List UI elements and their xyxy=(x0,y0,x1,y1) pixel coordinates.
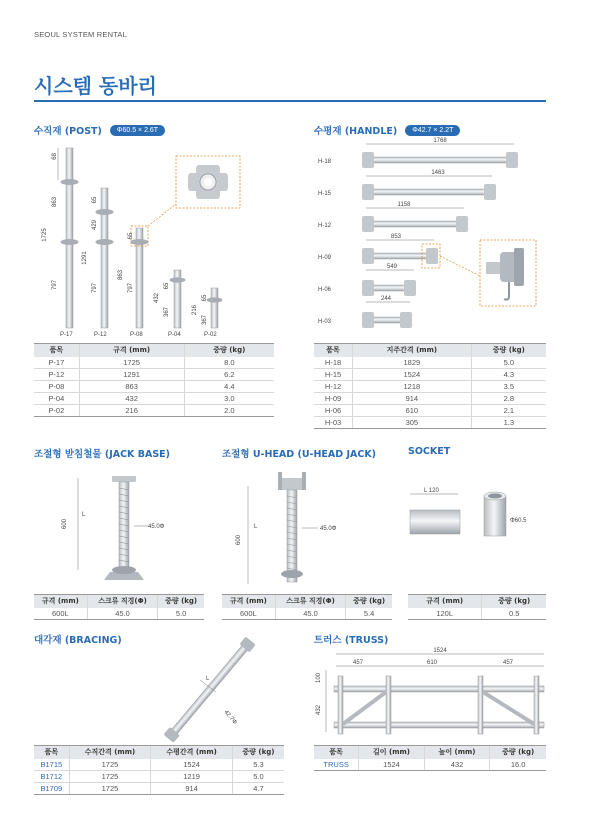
dim-p17-total: 1725 xyxy=(42,228,48,242)
post-illustration xyxy=(30,140,260,340)
cell: H-09 xyxy=(314,393,353,405)
cell: P-04 xyxy=(34,393,79,405)
handle-dim-h12: 1158 xyxy=(397,202,411,208)
dim-p17-top: 68 xyxy=(52,153,58,160)
jackbase-header-screw: 스크류 직경(Φ) xyxy=(87,595,158,608)
uhead-dim-l: L xyxy=(254,524,258,530)
truss-header-length: 길이 (mm) xyxy=(359,746,425,759)
post-p02 xyxy=(192,288,223,328)
cell: 0.5 xyxy=(482,608,546,620)
cell: 3.0 xyxy=(184,393,274,405)
table-row xyxy=(34,608,204,620)
dim-p17-mid: 863 xyxy=(52,196,58,208)
cell: 2.8 xyxy=(471,393,546,405)
cell: H-03 xyxy=(314,417,353,429)
cell: H-15 xyxy=(314,369,353,381)
bracing-title: 대각재 (BRACING) xyxy=(34,635,122,646)
dim-p08-bot: 797 xyxy=(128,282,134,294)
truss-dim-h2: 432 xyxy=(316,704,322,716)
bracing-header-horizontal: 수평간격 (mm) xyxy=(151,746,233,759)
table-row xyxy=(314,417,546,429)
dim-p02-bot: 367 xyxy=(202,314,208,326)
cell: 8.0 xyxy=(184,357,274,369)
handle-clamp-detail xyxy=(440,240,536,306)
post-title: 수직재 (POST) xyxy=(34,126,102,137)
truss-spec-table xyxy=(314,745,546,771)
cell: 1725 xyxy=(79,357,184,369)
cell: P-12 xyxy=(34,369,79,381)
truss-header-weight: 중량 (kg) xyxy=(490,746,546,759)
cell: 4.4 xyxy=(184,381,274,393)
handle-spec-badge: Φ42.7 × 2.2T xyxy=(405,125,460,136)
table-row xyxy=(34,369,274,381)
post-p12 xyxy=(82,188,114,328)
post-p04 xyxy=(154,270,186,328)
table-row xyxy=(34,405,274,417)
cell: 3.5 xyxy=(471,381,546,393)
title-rule xyxy=(34,100,546,102)
uhead-header-weight: 중량 (kg) xyxy=(346,595,392,608)
dim-p12-top: 65 xyxy=(92,196,98,204)
cell: 120L xyxy=(408,608,482,620)
dim-p04-bot: 367 xyxy=(164,306,170,318)
jackbase-dim-height: 600 xyxy=(62,518,68,530)
uhead-header-screw: 스크류 직경(Φ) xyxy=(275,595,346,608)
cell: H-18 xyxy=(314,357,353,369)
jackbase-dim-l: L xyxy=(82,512,86,518)
uhead-dim-dia: 45.0Φ xyxy=(320,526,337,532)
post-label-p02: P-02 xyxy=(204,332,217,338)
cell: 432 xyxy=(79,393,184,405)
handle-dim-h06: 549 xyxy=(386,264,398,270)
cell: B1715 xyxy=(34,759,69,771)
cell: 45.0 xyxy=(275,608,346,620)
truss-title: 트러스 (TRUSS) xyxy=(314,635,389,646)
handle-header-item: 품목 xyxy=(314,344,353,357)
truss-dim-h1: 100 xyxy=(316,672,322,684)
post-header-size: 규격 (mm) xyxy=(79,344,184,357)
handle-dim-h09: 853 xyxy=(390,234,402,240)
uhead-dim-height: 600 xyxy=(236,534,242,546)
post-label-p17: P-17 xyxy=(60,332,73,338)
socket-header-size: 규격 (mm) xyxy=(408,595,482,608)
cell: 1829 xyxy=(353,357,472,369)
cell: 216 xyxy=(79,405,184,417)
post-label-p08: P-08 xyxy=(130,332,143,338)
dim-p04-top: 65 xyxy=(164,282,170,290)
table-row xyxy=(314,357,546,369)
socket-dim-len: L 120 xyxy=(424,488,439,494)
truss-dim-total: 1524 xyxy=(433,648,447,654)
handle-spec-table xyxy=(314,343,546,429)
jackbase-dim-dia: 45.0Φ xyxy=(148,524,165,530)
socket-spec-table xyxy=(408,594,546,620)
cell: 2.1 xyxy=(471,405,546,417)
truss-dim-left: 457 xyxy=(352,660,364,666)
table-row xyxy=(314,759,546,771)
post-section-header xyxy=(34,123,165,137)
cell: 5.4 xyxy=(346,608,392,620)
table-row xyxy=(34,759,284,771)
post-label-p04: P-04 xyxy=(168,332,181,338)
uhead-section-header xyxy=(222,446,376,460)
bracing-dim-dia: 42.7Φ xyxy=(222,709,238,726)
post-p08 xyxy=(118,226,149,328)
dim-p08-top: 65 xyxy=(128,232,134,240)
table-row xyxy=(314,405,546,417)
post-header-item: 품목 xyxy=(34,344,79,357)
bracing-section-header xyxy=(34,632,122,646)
post-label-p12: P-12 xyxy=(94,332,107,338)
cell: 914 xyxy=(151,783,233,795)
handle-header-spacing: 지주간격 (mm) xyxy=(353,344,472,357)
cell: 1524 xyxy=(359,759,425,771)
cell: 914 xyxy=(353,393,472,405)
cell: TRUSS xyxy=(314,759,359,771)
jackbase-illustration xyxy=(34,466,204,590)
jackbase-spec-table xyxy=(34,594,204,620)
socket-illustration xyxy=(408,480,548,550)
table-row xyxy=(34,771,284,783)
bracing-illustration xyxy=(150,640,270,740)
table-row xyxy=(314,381,546,393)
cell: 5.0 xyxy=(158,608,204,620)
brand-label: SEOUL SYSTEM RENTAL xyxy=(34,30,127,39)
jackbase-header-weight: 중량 (kg) xyxy=(158,595,204,608)
cell: B1712 xyxy=(34,771,69,783)
handle-label-h06: H-06 xyxy=(318,287,332,293)
bracing-header-item: 품목 xyxy=(34,746,69,759)
jackbase-title: 조절형 받침철물 (JACK BASE) xyxy=(34,449,170,460)
cell: 610 xyxy=(353,405,472,417)
jackbase-section-header xyxy=(34,446,170,460)
table-row xyxy=(222,608,392,620)
socket-dim-dia: Φ60.5 xyxy=(510,518,527,524)
cell: 2.0 xyxy=(184,405,274,417)
dim-p17-bot: 797 xyxy=(52,279,58,291)
socket-section-header xyxy=(408,446,450,457)
cell: H-06 xyxy=(314,405,353,417)
dim-p12-bot: 797 xyxy=(92,282,98,294)
post-spec-table xyxy=(34,343,274,417)
table-row xyxy=(314,369,546,381)
bracing-header-weight: 중량 (kg) xyxy=(232,746,284,759)
cell: 863 xyxy=(79,381,184,393)
cell: 1725 xyxy=(69,783,151,795)
socket-header-weight: 중량 (kg) xyxy=(482,595,546,608)
socket-title: SOCKET xyxy=(408,446,451,457)
post-p17 xyxy=(42,148,79,328)
bracing-header-vertical: 수직간격 (mm) xyxy=(69,746,151,759)
cell: 1725 xyxy=(69,771,151,783)
cell: B1709 xyxy=(34,783,69,795)
uhead-illustration xyxy=(222,466,392,590)
cell: 4.3 xyxy=(471,369,546,381)
handle-label-h12: H-12 xyxy=(318,223,332,229)
handle-header-weight: 중량 (kg) xyxy=(471,344,546,357)
cell: 1725 xyxy=(69,759,151,771)
truss-illustration xyxy=(312,646,548,738)
cell: 6.2 xyxy=(184,369,274,381)
cell: 1524 xyxy=(151,759,233,771)
handle-dim-h18: 1768 xyxy=(433,138,447,144)
dim-p04-total: 432 xyxy=(154,292,160,304)
handle-label-h15: H-15 xyxy=(318,191,332,197)
handle-dim-h15: 1463 xyxy=(431,170,445,176)
handle-label-h03: H-03 xyxy=(318,319,332,325)
jackbase-header-size: 규격 (mm) xyxy=(34,595,87,608)
handle-title: 수평재 (HANDLE) xyxy=(314,126,398,137)
handle-dim-h03: 244 xyxy=(380,296,392,302)
handle-label-h09: H-09 xyxy=(318,255,332,261)
cell: 432 xyxy=(424,759,490,771)
cell: 4.7 xyxy=(232,783,284,795)
dim-p12-mid: 429 xyxy=(92,219,98,231)
cell: 600L xyxy=(222,608,275,620)
cell: 600L xyxy=(34,608,87,620)
bracing-spec-table xyxy=(34,745,284,795)
cell: 45.0 xyxy=(87,608,158,620)
cell: P-17 xyxy=(34,357,79,369)
cell: H-12 xyxy=(314,381,353,393)
cell: 5.0 xyxy=(232,771,284,783)
dim-p02-total: 216 xyxy=(192,304,198,316)
cell: 5.3 xyxy=(232,759,284,771)
table-row xyxy=(314,393,546,405)
page-title: 시스템 동바리 xyxy=(34,74,157,98)
post-header-weight: 중량 (kg) xyxy=(184,344,274,357)
truss-section-header xyxy=(314,632,388,646)
cell: 16.0 xyxy=(490,759,546,771)
cell: P-08 xyxy=(34,381,79,393)
table-row xyxy=(34,393,274,405)
post-rosette-detail xyxy=(148,156,240,226)
dim-p02-top: 65 xyxy=(202,294,208,302)
table-row xyxy=(34,783,284,795)
uhead-title: 조절형 U-HEAD (U-HEAD JACK) xyxy=(222,449,377,460)
handle-label-h18: H-18 xyxy=(318,159,332,165)
table-row xyxy=(34,381,274,393)
cell: 1524 xyxy=(353,369,472,381)
cell: 1291 xyxy=(79,369,184,381)
cell: 1218 xyxy=(353,381,472,393)
handle-illustration xyxy=(314,136,544,336)
dim-p08-total: 863 xyxy=(118,269,124,281)
dim-p12-total: 1291 xyxy=(82,251,88,265)
cell: P-02 xyxy=(34,405,79,417)
cell: 1.3 xyxy=(471,417,546,429)
truss-dim-mid: 610 xyxy=(426,660,438,666)
post-spec-badge: Φ60.5 × 2.6T xyxy=(110,125,165,136)
cell: 1219 xyxy=(151,771,233,783)
truss-header-item: 품목 xyxy=(314,746,359,759)
bracing-dim-l: L xyxy=(206,676,210,682)
handle-section-header xyxy=(314,123,460,137)
truss-dim-right: 457 xyxy=(502,660,514,666)
cell: 305 xyxy=(353,417,472,429)
table-row xyxy=(408,608,546,620)
cell: 5.0 xyxy=(471,357,546,369)
uhead-header-size: 규격 (mm) xyxy=(222,595,275,608)
uhead-spec-table xyxy=(222,594,392,620)
table-row xyxy=(34,357,274,369)
truss-header-height: 높이 (mm) xyxy=(424,746,490,759)
